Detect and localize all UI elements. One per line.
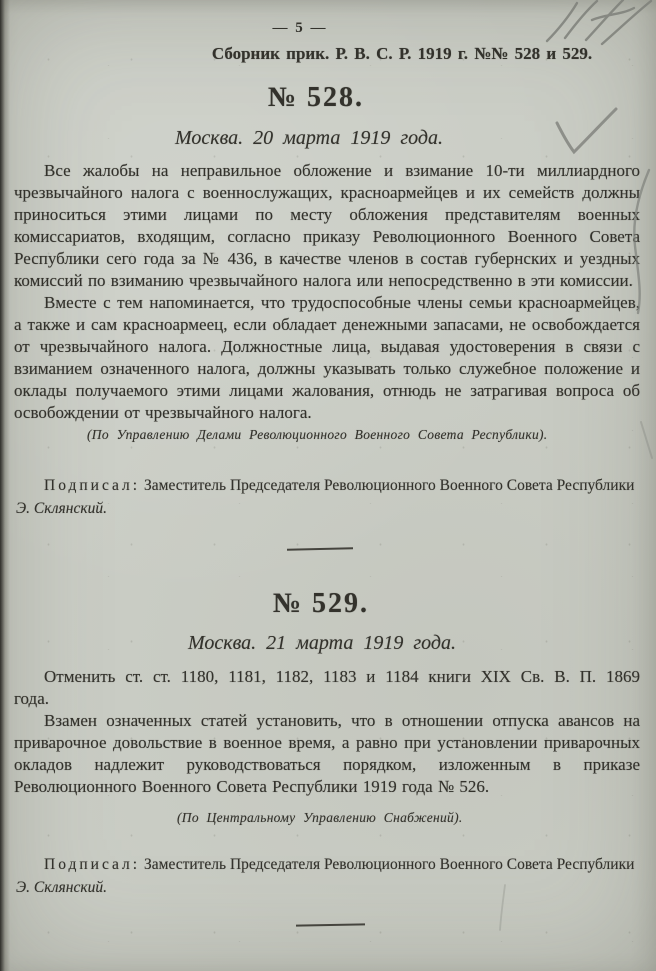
section-divider — [287, 547, 353, 550]
order-528-paragraph-2: Вместе с тем напоминается, что трудоспособные члены семьи красноармейцев, а также и сам красноармеец, если обладает денежными запасами, не освобождается от чрезвычайного налога. Должностные лица, выдавая удостоверения в связи с взиманием означенного налога, должны указывать только служебное положение и оклады получаемого этими лицами жалования, отнюдь не затрагивая вопроса об освобождении от чрезвычайного налога. — [14, 293, 640, 422]
order-528-dateline: Москва. 20 марта 1919 года. — [175, 127, 443, 149]
order-528-heading: № 528. — [267, 82, 365, 113]
order-529-body-1 — [14, 666, 640, 710]
running-header: Сборник прик. Р. В. С. Р. 1919 г. №№ 528 и 529. — [211, 44, 593, 63]
signature-line — [14, 474, 640, 497]
order-529-paragraph-2: Взамен означенных статей установить, что в отношении отпуска авансов на приварочное довольствие в военное время, а равно при установлении приварочных окладов надлежит руководствоваться порядком, изложенным в приказе Революционного Военного Совета Республики 1919 года № 526. — [14, 711, 640, 796]
section-divider — [296, 923, 365, 926]
order-529-dateline: Москва. 21 марта 1919 года. — [188, 632, 456, 654]
page-number: — 5 — — [272, 20, 328, 36]
signed-name: Э. Склянский. — [16, 500, 107, 517]
order-528-paragraph-1: Все жалобы на неправильное обложение и взимание 10-ти миллиардного чрезвычайного налога с военнослужащих, красноармейцев и их семейств должны приноситься этими лицами по месту обложения представителям военных комиссариатов, входящим, согласно приказу Революционного Военного Совета Республики сего года за № 436, в качестве членов в состав губернских и уездных комиссий по взиманию чрезвычайного налога или непосредственно в эти комиссии. — [14, 161, 640, 290]
signed-label: Подписал: — [44, 856, 141, 873]
signed-title: Заместитель Председателя Революционного Военного Совета Республики — [143, 856, 635, 873]
pencil-faint-stroke-right — [641, 422, 652, 458]
signed-name: Э. Склянский. — [16, 879, 107, 896]
order-529-signature-block — [14, 853, 640, 899]
order-528-department-note: (По Управлению Делами Революционного Военного Совета Республики). — [87, 427, 548, 442]
order-529-department-note: (По Центральному Управлению Снабжений). — [177, 810, 463, 825]
order-528-body — [14, 160, 640, 424]
order-529-heading: № 529. — [272, 588, 370, 619]
order-529-body-2 — [14, 710, 640, 798]
signed-title: Заместитель Председателя Революционного Военного Совета Республики — [143, 477, 635, 494]
order-529-paragraph-1: Отменить ст. ст. 1180, 1181, 1182, 1183 и 1184 книги XIX Св. В. П. 1869 года. — [14, 667, 640, 708]
signature-line — [14, 853, 640, 876]
signed-label: Подписал: — [44, 477, 141, 494]
order-528-signature-block — [14, 474, 640, 520]
